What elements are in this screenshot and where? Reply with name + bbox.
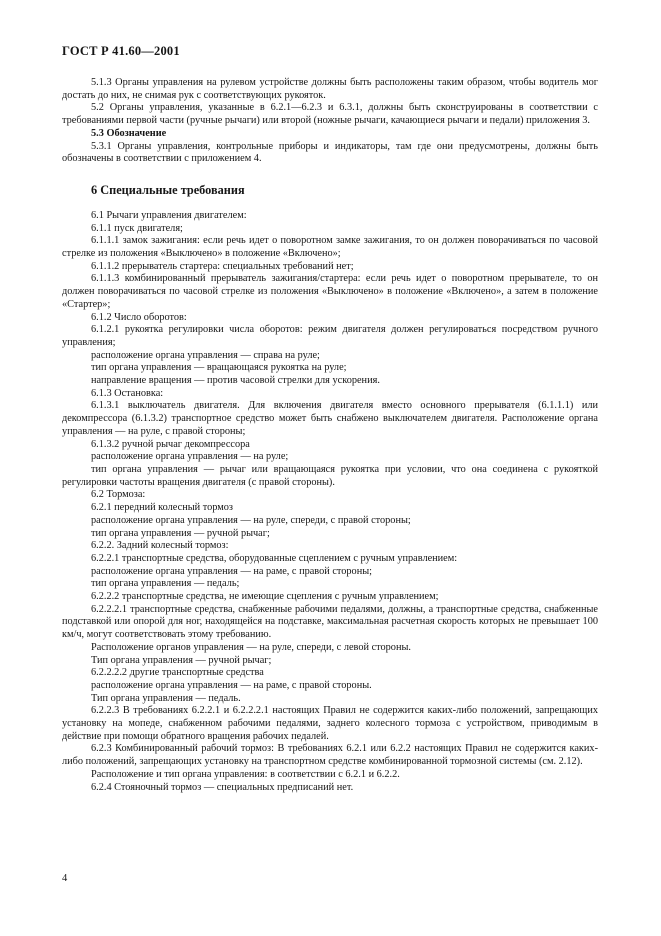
paragraph: 6.1.3.2 ручной рычаг декомпрессора [91,438,250,450]
paragraph: 6.1.1 пуск двигателя; [91,222,183,234]
section-heading: 6 Специальные требования [91,182,245,197]
paragraph: 6.1 Рычаги управления двигателем: [91,209,247,221]
paragraph: Расположение органов управления — на руле, спереди, с левой стороны. [91,641,411,653]
paragraph: Расположение и тип органа управления: в соответствии с 6.2.1 и 6.2.2. [91,768,400,780]
paragraph: 5.2 Органы управления, указанные в 6.2.1—6.2.3 и 6.3.1, должны быть сконструированы в соответствии с требованиями первой части (ручные рычаги) или второй (ножные рычаги, качающиеся рычаги и педали) приложения 3. [62,102,598,127]
paragraph: 6.2.1 передний колесный тормоз [91,502,233,514]
paragraph: 6.2 Тормоза: [91,489,146,501]
paragraph: 6.2.3 Комбинированный рабочий тормоз: В требованиях 6.2.1 или 6.2.2 настоящих Правил не содержится каких-либо положений, запрещающих установку на транспортном средстве комбинированной тормозной системы (см. 2.12). [62,743,598,768]
paragraph: тип органа управления — ручной рычаг; [91,527,270,539]
paragraph: 6.2.4 Стояночный тормоз — специальных предписаний нет. [91,781,354,793]
paragraph: расположение органа управления — на раме, с правой стороны; [91,565,372,577]
document-body [62,77,598,794]
paragraph: 6.1.3 Остановка: [91,387,164,399]
paragraph: 6.2.2.1 транспортные средства, оборудованные сцеплением с ручным управлением: [91,552,458,564]
paragraph: расположение органа управления — на раме, с правой стороны. [91,679,372,691]
paragraph: тип органа управления — вращающаяся рукоятка на руле; [91,362,347,374]
paragraph: 6.1.1.3 комбинированный прерыватель зажигания/стартера: если речь идет о поворотном прерывателе, то он должен поворачиваться по часовой стрелке из положения «Выключено» в положение «Включено», а затем в положение «Стартер»; [62,273,598,310]
paragraph: расположение органа управления — справа на руле; [91,349,320,361]
paragraph: направление вращения — против часовой стрелки для ускорения. [91,375,380,387]
paragraph: расположение органа управления — на руле; [91,451,289,463]
paragraph: Тип органа управления — ручной рычаг; [91,654,272,666]
paragraph: 6.2.2.2 транспортные средства, не имеющие сцепления с ручным управлением; [91,591,439,603]
paragraph: 6.1.3.1 выключатель двигателя. Для включения двигателя вместо основного прерывателя (6.1.1.1) или декомпрессора (6.1.3.2) транспортное средство может быть снабжено выключателем двигателя. Расположение органа управления — на руле, с правой стороны; [62,400,598,437]
paragraph: тип органа управления — педаль; [91,578,240,590]
paragraph: Тип органа управления — педаль. [91,692,241,704]
paragraph: 6.2.2. Задний колесный тормоз: [91,540,229,552]
page-number: 4 [62,873,68,884]
paragraph: 6.1.2 Число оборотов: [91,311,187,323]
paragraph: 6.1.2.1 рукоятка регулировки числа оборотов: режим двигателя должен регулироваться посредством ручного управления; [62,324,598,348]
paragraph: 6.2.2.3 В требованиях 6.2.2.1 и 6.2.2.2.1 настоящих Правил не содержится каких-либо положений, запрещающих установку на мопеде, снабженном рабочими педалями, заднего колесного тормоза с устройством, приводимым в действие при помощи обратного вращения рабочих педалей. [62,705,598,742]
paragraph: 6.2.2.2.2 другие транспортные средства [91,667,264,679]
paragraph: 6.2.2.2.1 транспортные средства, снабженные рабочими педалями, должны, а транспортные средства, снабженные подставкой или опорой для ног, находящейся на подставке, максимальная расчетная скорость которых не превышает 100 км/ч, могут соответствовать этому требованию. [62,603,598,641]
document-header: ГОСТ Р 41.60—2001 [62,44,180,58]
paragraph: 6.1.1.1 замок зажигания: если речь идет о поворотном замке зажигания, то он должен поворачиваться по часовой стрелке из положения «Выключено» в положение «Включено»; [62,235,598,260]
paragraph: 6.1.1.2 прерыватель стартера: специальных требований нет; [91,260,354,272]
paragraph: расположение органа управления — на руле, спереди, с правой стороны; [91,514,411,526]
paragraph: 5.1.3 Органы управления на рулевом устройстве должны быть расположены таким образом, чтобы водитель мог достать до них, не снимая рук с соответствующих рукояток. [62,77,598,101]
paragraph: тип органа управления — рычаг или вращающаяся рукоятка при условии, что она соединена с рукояткой регулировки частоты вращения двигателя (с правой стороны). [62,463,598,488]
subsection-title: 5.3 Обозначение [91,127,167,139]
paragraph: 5.3.1 Органы управления, контрольные приборы и индикаторы, там где они предусмотрены, должны быть обозначены в соответствии с приложением 4. [62,140,598,165]
